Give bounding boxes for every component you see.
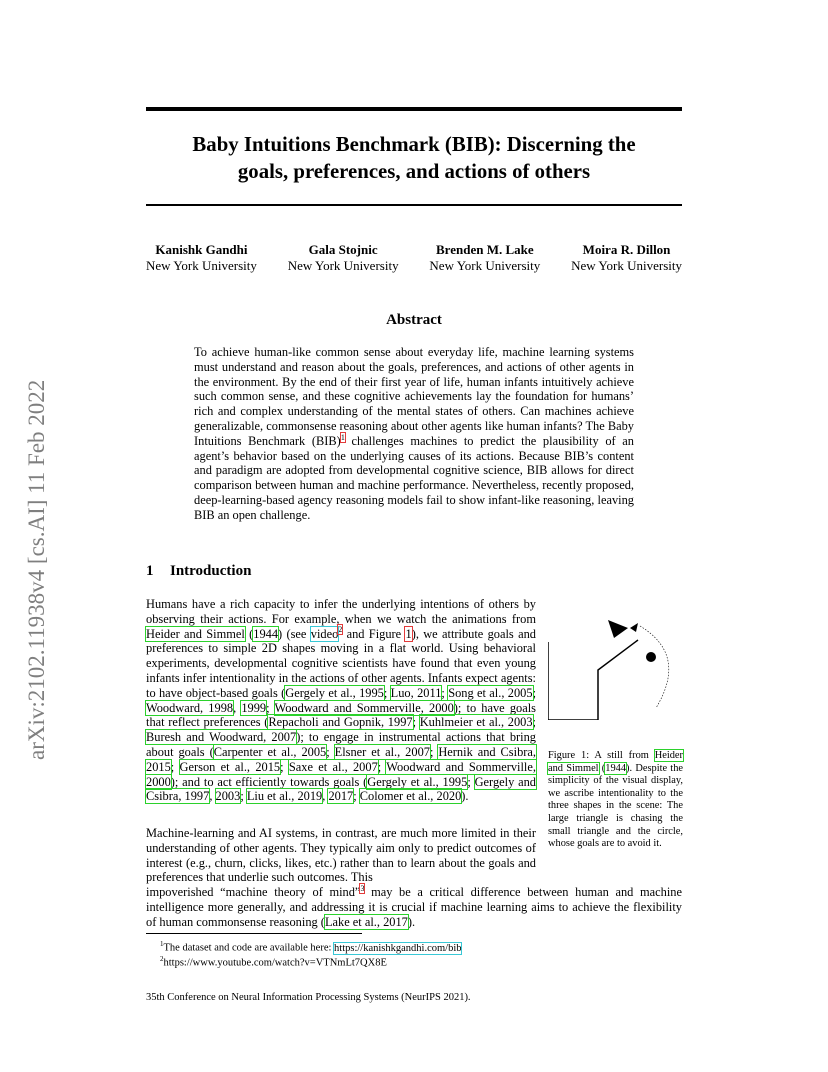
text: ; (532, 715, 536, 730)
text: ), we attribute goals and preferences to simple 2D shapes moving in a flat world. Using behavioral experiments, developmental cognitive scientists have found that even young infants infer intentionality in the actions of other agents. Infants expect agents: to have object-based goals ( (146, 626, 536, 700)
author-name: Brenden M. Lake (436, 242, 534, 257)
text: ); to engage in instrumental actions that bring about goals ( (146, 730, 536, 759)
text: Humans have a rich capacity to infer the underlying intentions of others by observing their actions. For example, when we watch the animations from (146, 597, 536, 626)
citation-link[interactable]: Lake et al., 2017 (324, 914, 408, 929)
citation-link[interactable]: Liu et al., 2019 (246, 789, 323, 804)
figure-box-outline (548, 640, 638, 720)
intro-paragraph-2-column: Machine-learning and AI systems, in contrast, are much more limited in their understanding of other agents. They typically aim only to predict outcomes of interest (e.g., churn, clicks, likes, etc.) rather than to learn about the goals and preferences that underlie such outcomes. This (146, 826, 536, 885)
text: ( (598, 762, 606, 774)
text: ; (280, 759, 289, 774)
small-triangle-shape (630, 623, 638, 632)
section-heading (146, 563, 251, 580)
author (429, 242, 540, 274)
citation-link[interactable]: 1944 (605, 762, 627, 774)
citation-link[interactable]: 1944 (253, 626, 279, 641)
text: ; (353, 789, 360, 804)
abstract-text (194, 345, 634, 523)
citation-link[interactable]: Song et al., 2005 (448, 685, 533, 700)
arxiv-stamp: arXiv:2102.11938v4 [cs.AI] 11 Feb 2022 (24, 379, 49, 760)
intro-paragraph-1 (146, 597, 536, 804)
text: , (233, 700, 242, 715)
citation-link[interactable]: Saxe et al., 2007 (288, 759, 378, 774)
text: ; (240, 789, 247, 804)
motion-path (640, 626, 669, 708)
text: ). (407, 914, 416, 929)
text: ; (412, 715, 420, 730)
text: ; (326, 744, 335, 759)
citation-link[interactable]: Woodward, 1998 (146, 700, 234, 715)
video-link[interactable]: video (310, 626, 339, 641)
text: , (322, 789, 329, 804)
footnote-ref-1[interactable]: 1 (340, 432, 345, 442)
citation-link[interactable]: Heider and Simmel (548, 750, 683, 774)
text: impoverished “machine theory of mind” (146, 885, 361, 899)
abstract-heading: Abstract (386, 312, 442, 328)
author-list (146, 242, 682, 274)
citation-link[interactable]: Luo, 2011 (390, 685, 442, 700)
title-line-1: Baby Intuitions Benchmark (BIB): Discerning the (192, 133, 636, 156)
dataset-link[interactable]: https://kanishkgandhi.com/bib (334, 942, 462, 954)
citation-link[interactable]: Buresh and Woodward, 2007 (146, 730, 297, 745)
text: ). (461, 789, 469, 804)
text: ; (467, 774, 475, 789)
author-name: Kanishk Gandhi (155, 242, 248, 257)
text: ; (532, 685, 537, 700)
text: ); to have goals that reflect preferences ( (146, 700, 536, 730)
author-affiliation: New York University (429, 258, 541, 273)
text: ; (441, 685, 449, 700)
citation-link[interactable]: 1999 (241, 700, 267, 715)
text: , (209, 789, 216, 804)
citation-link[interactable]: 2003 (215, 789, 241, 804)
text: ); and to act efficiently towards goals ( (170, 774, 368, 789)
footnote-2 (160, 953, 387, 970)
circle-shape (646, 652, 656, 662)
text: ). Despite the simplicity of the visual display, we ascribe intentionality to the three shapes in the scene: The large triangle is chasing the small triangle and the circle, whose goals are to avoid it. (548, 762, 683, 850)
footnote-text: https://www.youtube.com/watch?v=VTNmLt7QX8E (163, 957, 387, 969)
section-number: 1 (146, 563, 154, 579)
abstract-part-b: challenges machines to predict the plausibility of an agent’s behavior based on the underlying causes of its actions. Because BIB’s content and paradigm are adopted from developmental cognitive science, BIB allows for direct comparison between human and machine performance. Nevertheless, recently proposed, deep-learning-based agency reasoning models fail to show infant-like reasoning, leaving BIB an open challenge. (194, 433, 634, 522)
abstract-part-a: To achieve human-like common sense about everyday life, machine learning systems must understand and reason about the goals, preferences, and actions of other agents in the environment. By the end of their first year of life, human infants intuitively achieve such common sense, and these cognitive achievements lay the foundation for humans’ rich and complex understanding of the mental states of others. Can machines achieve generalizable, commonsense reasoning about other agents like human infants? The Baby Intuitions Benchmark (BIB) (194, 345, 634, 448)
figure-ref[interactable]: 1 (405, 626, 412, 641)
author-affiliation: New York University (287, 258, 399, 273)
footnote-ref-2[interactable]: 2 (338, 625, 343, 635)
text: ) (see (278, 626, 311, 641)
citation-link[interactable]: Hernik and Csibra, 2015 (146, 744, 536, 774)
citation-link[interactable]: Kuhlmeier et al., 2003 (419, 715, 533, 730)
author (146, 242, 257, 274)
footnote-text: The dataset and code are available here: (163, 942, 335, 954)
text: may be a critical difference between human and machine intelligence more generally, and addressing it is crucial if machine learning aims to achieve the flexibility of human commonsense reasoning ( (146, 885, 682, 929)
author-affiliation: New York University (571, 258, 682, 273)
conference-footer: 35th Conference on Neural Information Processing Systems (NeurIPS 2021). (146, 992, 471, 1003)
text: ; (266, 700, 275, 715)
citation-link[interactable]: 2017 (328, 789, 354, 804)
figure-1-caption (548, 750, 683, 851)
citation-link[interactable]: Elsner et al., 2007 (334, 744, 430, 759)
author-name: Moira R. Dillon (582, 242, 671, 257)
title-rule (146, 204, 682, 206)
footnote-ref-3[interactable]: 3 (360, 883, 365, 893)
large-triangle-shape (608, 620, 628, 638)
citation-link[interactable]: Gergely and Csibra, 1997 (146, 774, 537, 804)
author (571, 242, 682, 274)
title-line-2: goals, preferences, and actions of others (237, 160, 591, 183)
author-affiliation: New York University (146, 258, 257, 273)
text: ; (170, 759, 180, 774)
text: ( (244, 626, 254, 641)
citation-link[interactable]: Gergely et al., 1995 (285, 685, 384, 700)
citation-link[interactable]: Repacholi and Gopnik, 1997 (268, 715, 413, 730)
author (288, 242, 399, 274)
figure-1-illustration (548, 610, 683, 720)
citation-link[interactable]: Gerson et al., 2015 (179, 759, 281, 774)
text: ; (383, 685, 391, 700)
text: Figure 1: A still from (548, 750, 655, 761)
footnote-rule (146, 933, 362, 934)
author-name: Gala Stojnic (308, 242, 378, 257)
footnote-number: 1 (160, 940, 164, 948)
text: and Figure (342, 626, 406, 641)
citation-link[interactable]: Carpenter et al., 2005 (213, 744, 327, 759)
text: ; (429, 744, 439, 759)
citation-link[interactable]: Gergely et al., 1995 (367, 774, 468, 789)
intro-paragraph-2-full-width (146, 885, 682, 929)
citation-link[interactable]: Colomer et al., 2020 (359, 789, 462, 804)
citation-link[interactable]: Woodward and Sommerville, 2000 (274, 700, 454, 715)
citation-link[interactable]: Woodward and Sommerville, 2000 (146, 759, 536, 789)
top-rule (146, 107, 682, 111)
citation-link[interactable]: Heider and Simmel (146, 626, 245, 641)
text: ; (377, 759, 387, 774)
section-title: Introduction (170, 563, 252, 579)
footnote-number: 2 (160, 955, 164, 963)
paper-title (146, 131, 682, 185)
